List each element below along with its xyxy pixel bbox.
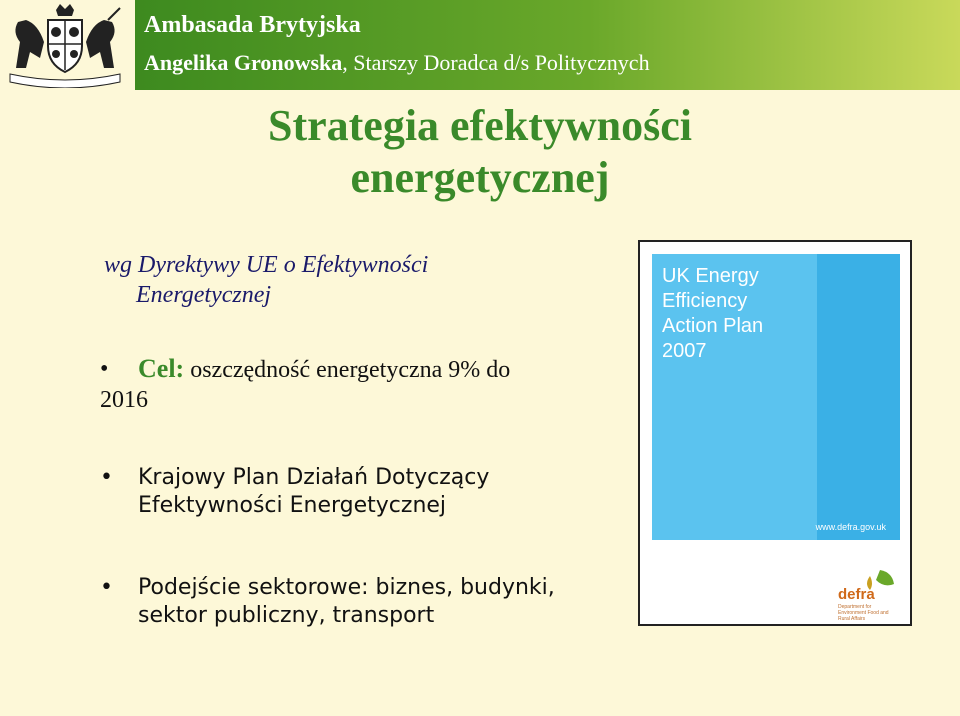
defra-logo-subtext: Department for Environment Food and Rural Affairs: [838, 604, 889, 622]
header: [0, 0, 960, 90]
goal-text: oszczędność energetyczna 9% do: [184, 357, 511, 383]
document-title-line: Action Plan: [662, 315, 764, 337]
document-title-line: UK Energy: [662, 265, 759, 287]
document-title: [662, 264, 763, 364]
royal-coat-of-arms-icon: [4, 2, 126, 88]
embassy-name: Ambasada Brytyjska: [144, 12, 361, 38]
title-line-2: energetycznej: [350, 153, 610, 202]
document-title-line: Efficiency: [662, 290, 748, 312]
title-line-1: Strategia efektywności: [267, 101, 692, 150]
goal-label: Cel:: [138, 354, 185, 383]
sectoral-line-1: Podejście sektorowe: biznes, budynki,: [138, 575, 555, 600]
goal-year: 2016: [100, 387, 148, 413]
subtitle-line-1: wg Dyrektywy UE o Efektywności: [104, 252, 429, 278]
slide-title: [0, 100, 960, 204]
document-url: www.defra.gov.uk: [815, 522, 886, 532]
bullet-dot: •: [100, 465, 113, 490]
author-line: [144, 50, 650, 76]
action-plan-line-1: Krajowy Plan Działań Dotyczący: [138, 465, 490, 490]
author-name: Angelika Gronowska: [144, 50, 343, 75]
document-cover-panel: [652, 254, 900, 540]
subtitle-line-2: Energetycznej: [136, 282, 272, 308]
author-role: , Starszy Doradca d/s Politycznych: [342, 50, 650, 75]
document-cover-strip: [817, 254, 900, 540]
action-plan-line-2: Efektywności Energetycznej: [138, 493, 447, 518]
action-plan-document-cover: [638, 240, 912, 626]
sectoral-line-2: sektor publiczny, transport: [138, 603, 435, 628]
document-title-line: 2007: [662, 340, 707, 362]
bullet-dot: •: [100, 575, 113, 600]
slide-subtitle: [104, 250, 584, 310]
defra-logo-text: defra: [838, 586, 875, 603]
bullet-dot: •: [100, 356, 109, 382]
